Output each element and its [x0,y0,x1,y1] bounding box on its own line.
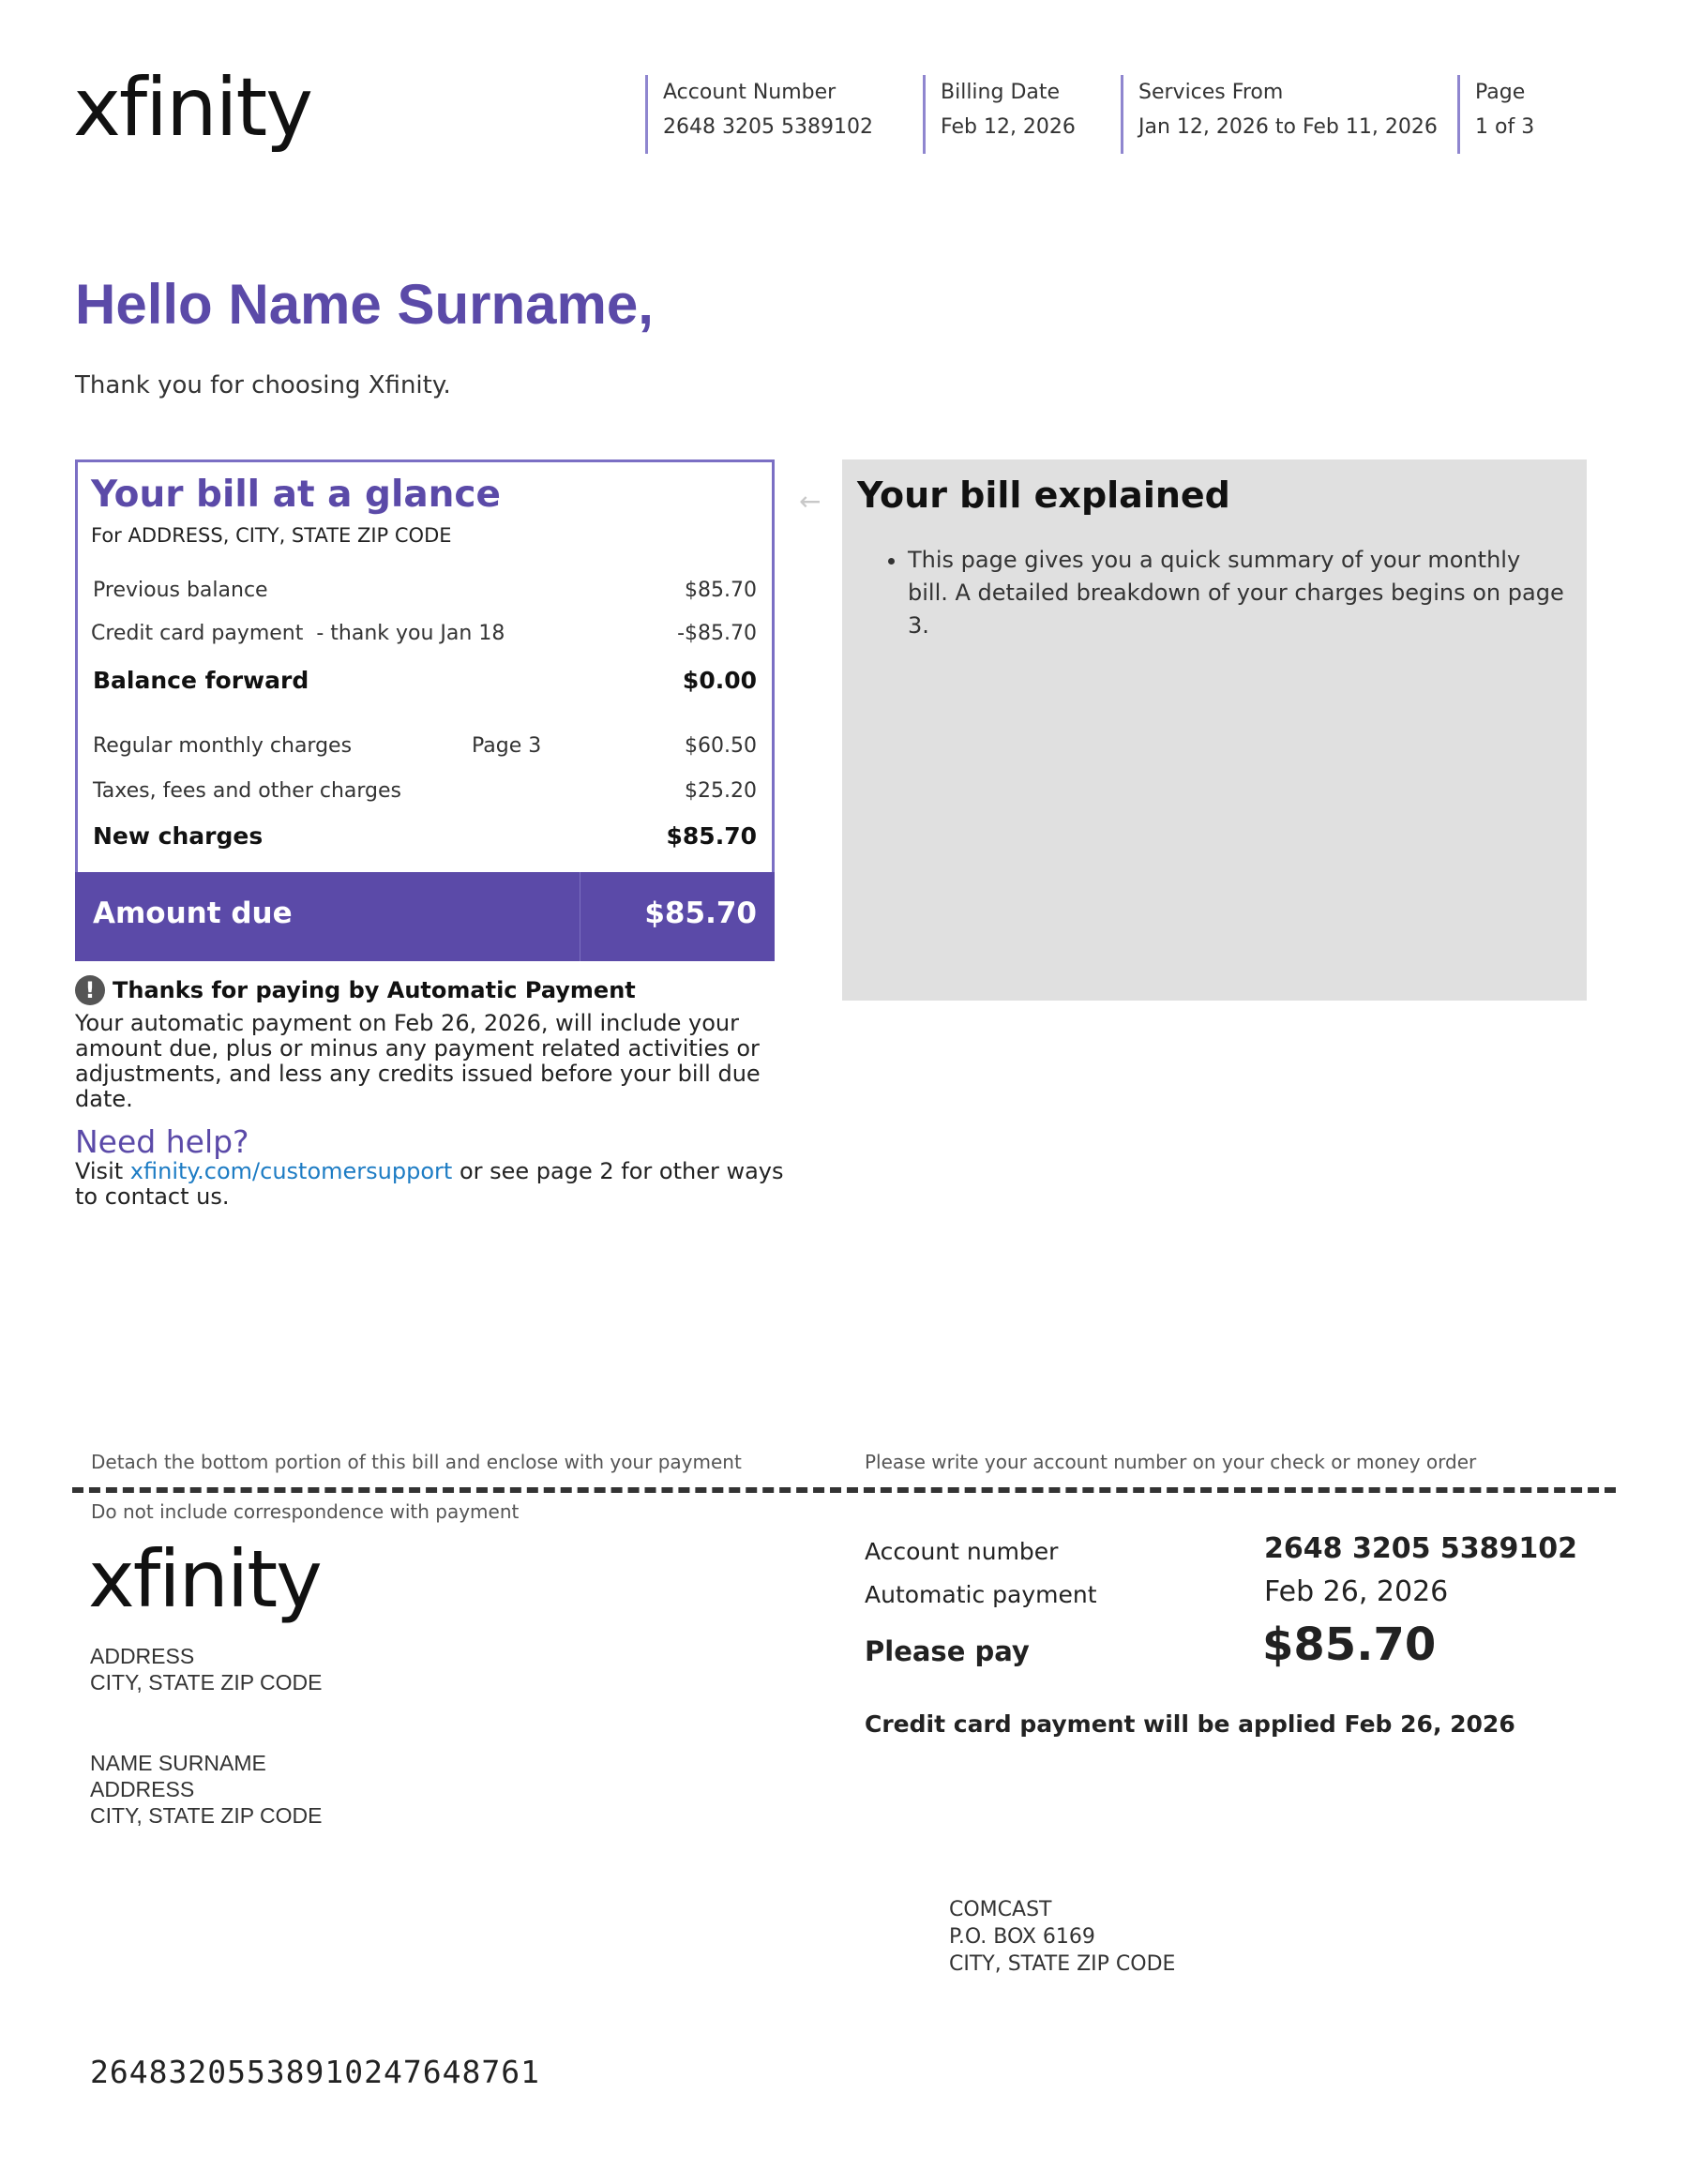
bill-explained-panel [842,459,1587,1001]
please-pay-amount: $85.70 [1262,1619,1437,1671]
stub-auto-payment-date: Feb 26, 2026 [1264,1575,1449,1608]
glance-row-balance-forward [93,667,757,699]
glance-title: Your bill at a glance [91,474,501,516]
glance-row-new-charges [93,822,757,854]
sender-address-line: CITY, STATE ZIP CODE [90,1670,323,1694]
no-correspondence-note: Do not include correspondence with payment [91,1500,520,1523]
stub-account-number-label: Account number [865,1538,1059,1565]
bill-explained-list [891,544,1564,642]
header-services-from [1121,75,1457,154]
remit-address [949,1896,1175,1978]
account-number-value: 2648 3205 5389102 [663,115,873,139]
customer-address-line: NAME SURNAME [90,1751,266,1775]
amount-due-value: $85.70 [644,896,757,930]
greeting-title: Hello Name Surname, [75,273,654,336]
alert-icon: ! [75,975,105,1005]
autopay-body: Your automatic payment on Feb 26, 2026, will include your amount due, plus or minus any payment related activities or adjustments, and less any credits issued before your bill due date. [75,1010,761,1112]
bill-explained-bullet: • This page gives you a quick summary of your monthly bill. A detailed breakdown of your charges begins on page 3. [908,544,1564,642]
page-label: Page [1475,81,1526,104]
row-label: New charges [93,822,264,850]
row-label: Taxes, fees and other charges [93,779,402,803]
remit-address-line: CITY, STATE ZIP CODE [949,1952,1176,1976]
xfinity-logo-stub: xfinity [88,1533,321,1625]
row-amount: -$85.70 [677,622,757,645]
glance-row-payment [91,622,757,654]
customer-address-line: CITY, STATE ZIP CODE [90,1803,323,1828]
please-pay-label: Please pay [865,1635,1030,1667]
credit-card-note: Credit card payment will be applied Feb 26, 2026 [865,1710,1515,1738]
remit-address-line: P.O. BOX 6169 [949,1925,1095,1949]
need-help-title: Need help? [75,1123,249,1160]
need-help-prefix: Visit [75,1158,130,1184]
row-amount: $60.50 [685,734,757,758]
row-label: Previous balance [93,579,268,602]
customer-support-link[interactable]: xfinity.com/customersupport [129,1158,453,1184]
left-arrow-icon: ← [799,486,821,517]
billing-date-label: Billing Date [941,81,1061,104]
autopay-title: Thanks for paying by Automatic Payment [113,977,636,1003]
row-page-ref: Page 3 [472,734,542,758]
row-label: Balance forward [93,667,309,694]
services-from-label: Services From [1138,81,1284,104]
glance-row-regular-monthly [93,734,757,766]
row-amount: $0.00 [682,667,757,694]
amount-due-bar [75,872,775,961]
row-label: Credit card payment - thank you Jan 18 [91,622,505,645]
bill-explained-title: Your bill explained [857,474,1230,516]
row-amount: $25.20 [685,779,757,803]
detach-note: Detach the bottom portion of this bill and enclose with your payment [91,1451,742,1473]
row-amount: $85.70 [685,579,757,602]
stub-account-number-value: 2648 3205 5389102 [1264,1532,1577,1565]
row-amount: $85.70 [666,822,757,850]
detach-dashed-line [72,1487,1616,1493]
billing-date-value: Feb 12, 2026 [941,115,1076,139]
sender-address-line: ADDRESS [90,1644,195,1668]
ocr-scanline: 26483205538910247648761 [90,2054,540,2090]
header-page [1457,75,1588,154]
glance-address: For ADDRESS, CITY, STATE ZIP CODE [91,524,452,547]
remit-address-line: COMCAST [949,1898,1052,1921]
greeting-subtitle: Thank you for choosing Xfinity. [75,371,451,399]
row-label: Regular monthly charges [93,734,353,758]
need-help-body [75,1159,788,1210]
xfinity-logo: xfinity [73,61,312,155]
customer-address [90,1750,323,1829]
account-number-note: Please write your account number on your check or money order [865,1451,1477,1473]
page-value: 1 of 3 [1475,115,1535,139]
glance-row-taxes [93,779,757,811]
bill-at-a-glance-panel [75,459,775,961]
services-from-value: Jan 12, 2026 to Feb 11, 2026 [1138,115,1438,139]
customer-address-line: ADDRESS [90,1777,195,1801]
header-billing-date [923,75,1119,154]
need-help-suffix: or see page 2 for other ways to contact us. [75,1158,784,1210]
sender-address [90,1643,323,1695]
need-help-section [75,1125,788,1210]
stub-auto-payment-label: Automatic payment [865,1581,1097,1608]
glance-row-previous-balance [93,579,757,610]
autopay-notice [75,975,788,1112]
header-account-number [645,75,916,154]
account-number-label: Account Number [663,81,836,104]
amount-due-label: Amount due [93,896,293,930]
